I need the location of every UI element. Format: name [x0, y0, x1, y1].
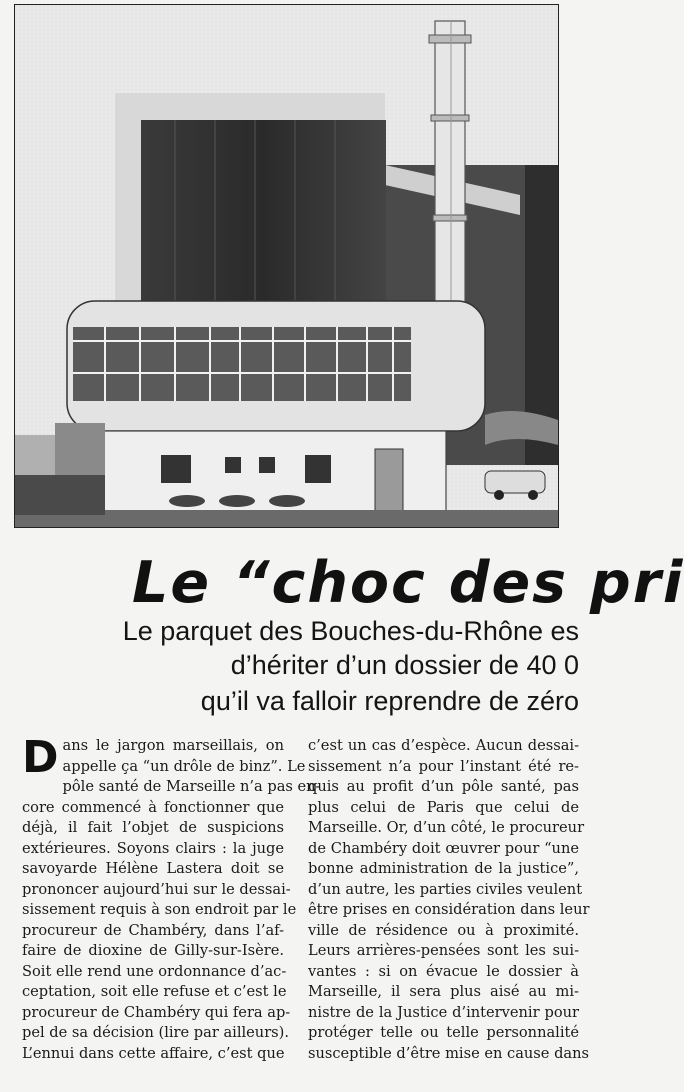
column-line: sissement n’a pour l’instant été re- — [308, 757, 579, 775]
article-headline: Le “choc des pri — [132, 550, 684, 616]
subheadline-line-1: Le parquet des Bouches-du-Rhône es — [122, 616, 579, 646]
column-line: core commencé à fonctionner que — [22, 798, 284, 816]
column-line: de Chambéry doit œuvrer pour “une — [308, 839, 579, 857]
column-line: Leurs arrières-pensées sont les sui- — [308, 942, 579, 959]
column-line: Marseille, il sera plus aisé au mi- — [308, 983, 579, 1000]
incinerator-photo — [14, 4, 559, 528]
column-line: L’ennui dans cette affaire, c’est que — [22, 1044, 285, 1062]
subheadline-line-2: d’hériter d’un dossier de 40 0 — [230, 650, 579, 680]
column-line: ceptation, soit elle refuse et c’est le — [22, 983, 287, 1000]
column-line: nistre de la Justice d’intervenir pour — [308, 1003, 579, 1021]
column-line: bonne administration de la justice”, — [308, 860, 579, 877]
column-line: quis au profit d’un pôle santé, pas — [308, 778, 579, 795]
column-line: appelle ça “un drôle de binz”. Le — [62, 757, 306, 775]
column-line: être prises en considération dans leur — [308, 901, 590, 918]
drop-cap: D — [22, 732, 59, 783]
column-line: sissement requis à son endroit par le — [22, 901, 297, 918]
column-line: ville de résidence ou à proximité. — [308, 921, 579, 939]
incinerator-illustration — [15, 5, 558, 527]
column-line: pel de sa décision (lire par ailleurs). — [22, 1024, 290, 1041]
column-line: extérieures. Soyons clairs : la juge — [22, 839, 284, 857]
subheadline-line-3: qu’il va falloir reprendre de zéro — [200, 686, 579, 716]
column-line: susceptible d’être mise en cause dans — [308, 1044, 589, 1062]
article-column-2 — [308, 736, 590, 1086]
column-line: faire de dioxine de Gilly-sur-Isère. — [22, 942, 284, 959]
column-line: prononcer aujourd’hui sur le dessai- — [22, 880, 291, 898]
column-line: procureur de Chambéry, dans l’af- — [22, 921, 284, 939]
column-line: c’est un cas d’espèce. Aucun dessai- — [308, 737, 579, 754]
article-column-1 — [22, 732, 321, 1086]
column-line: déjà, il fait l’objet de suspicions — [22, 819, 284, 836]
column-line: Soit elle rend une ordonnance d’ac- — [22, 962, 287, 980]
column-line: vantes : si on évacue le dossier à — [308, 962, 579, 980]
column-line: ans le jargon marseillais, on — [62, 737, 284, 754]
column-line: protéger telle ou telle personnalité — [308, 1024, 579, 1041]
column-line: d’un autre, les parties civiles veulent — [308, 880, 583, 898]
column-line: Marseille. Or, d’un côté, le procureur — [308, 819, 585, 836]
column-line: pôle santé de Marseille n’a pas en- — [62, 778, 321, 795]
column-line: procureur de Chambéry qui fera ap- — [22, 1003, 291, 1021]
column-line: plus celui de Paris que celui de — [308, 798, 579, 816]
column-line: savoyarde Hélène Lastera doit se — [22, 860, 284, 877]
